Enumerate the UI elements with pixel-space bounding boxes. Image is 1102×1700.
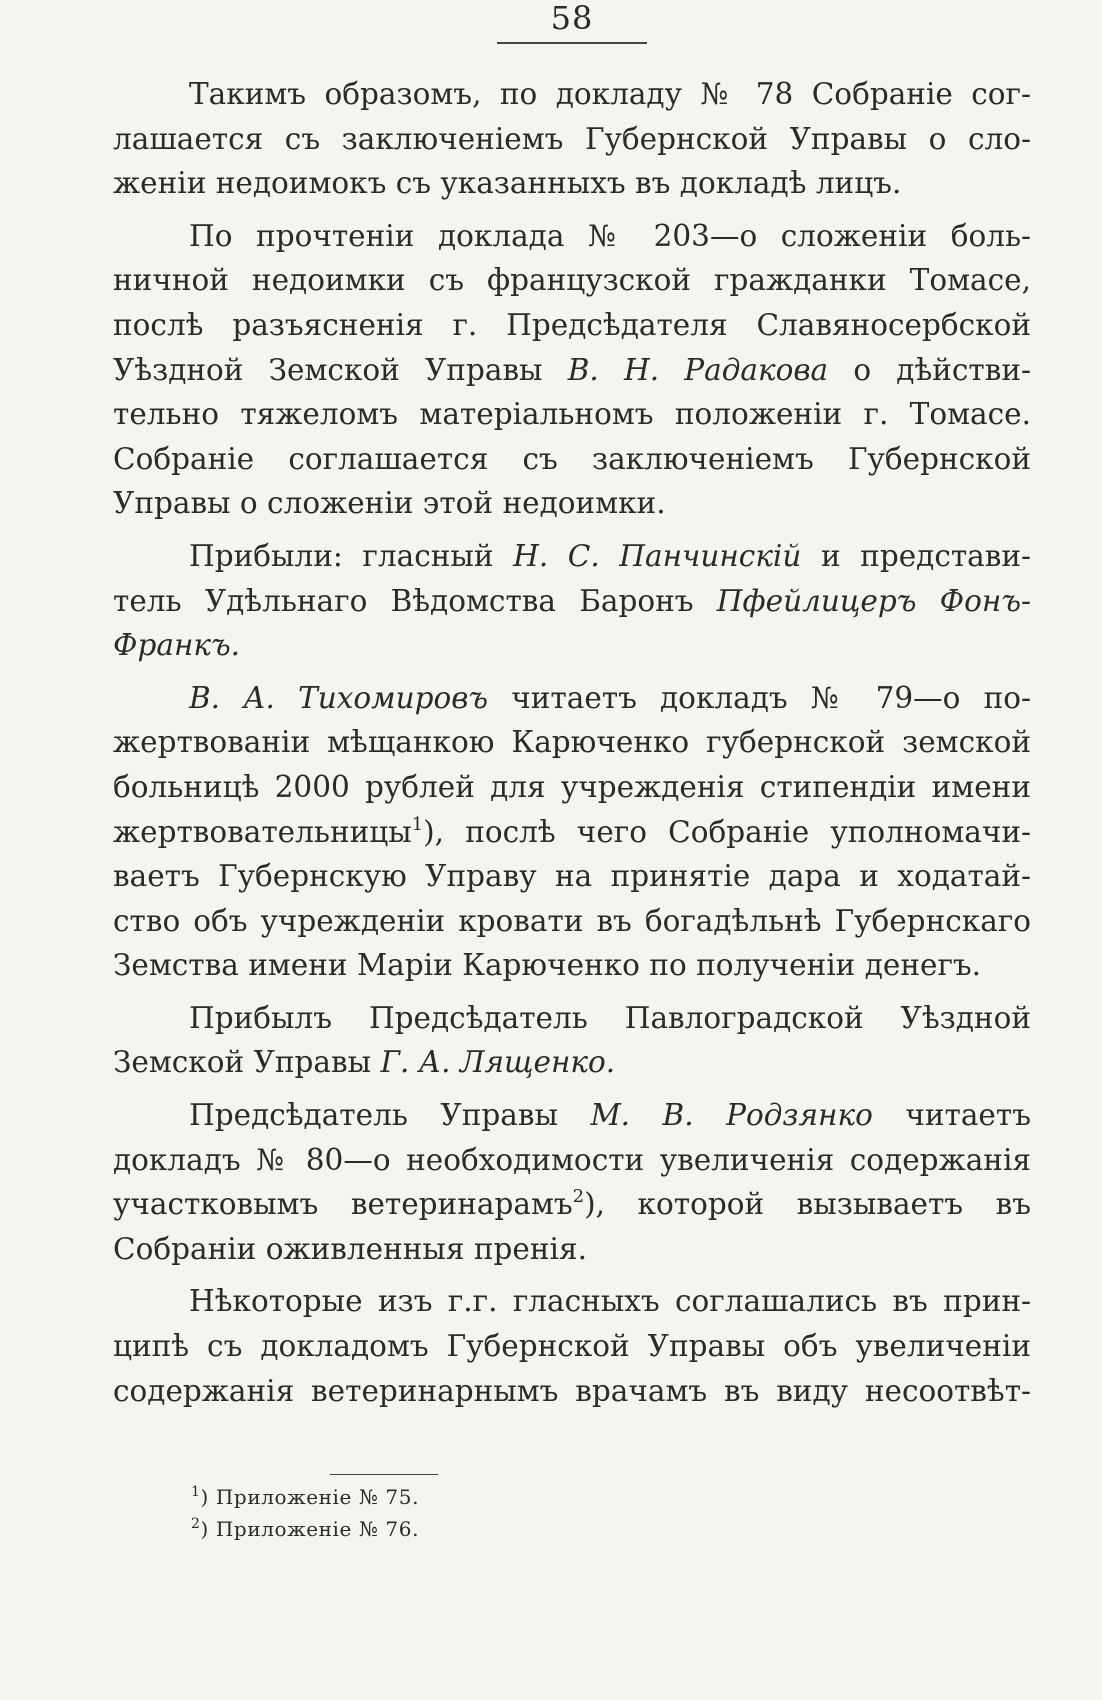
person-name: Н. С. Панчинскій — [513, 538, 802, 573]
text-line: Такимъ образомъ, по докладу № 78 Собраніе сог- — [189, 77, 1031, 111]
text-line: больницѣ 2000 рублей для учрежденія стипендіи имени — [113, 769, 1031, 804]
page-number: 58 — [550, 0, 594, 37]
paragraph-7 — [113, 1279, 1031, 1413]
text-fragment: Уѣздной Земской Управы — [113, 352, 543, 387]
footnotes — [191, 1481, 419, 1545]
text-fragment: участковымъ ветеринарамъ — [113, 1187, 573, 1222]
person-name: В. А. Тихомировъ — [189, 680, 489, 715]
text-line — [113, 623, 1031, 668]
text-line — [113, 348, 1031, 393]
footnote-rule — [330, 1474, 438, 1475]
text-fragment: читаетъ докладъ № 79—о по- — [511, 680, 1031, 715]
text-fragment: Земской Управы — [113, 1045, 372, 1080]
text-fragment: Предсѣдатель Управы — [189, 1098, 558, 1133]
footnote-ref[interactable]: 2 — [572, 1186, 585, 1208]
text-fragment: о дѣйстви- — [853, 352, 1031, 387]
text-fragment: ), послѣ чего Собраніе уполномачи- — [423, 814, 1031, 849]
text-line — [113, 1093, 1031, 1138]
text-line: ваетъ Губернскую Управу на принятіе дара и ходатай- — [113, 859, 1031, 894]
person-name: Франкъ. — [113, 628, 241, 663]
paragraph-2 — [113, 214, 1031, 526]
text-line: ничной недоимки съ французской гражданки Томасе, — [113, 263, 1031, 298]
text-line: По прочтеніи доклада № 203—о сложеніи боль- — [189, 218, 1031, 253]
person-name: М. В. Родзянко — [590, 1098, 873, 1133]
text-line: Прибылъ Предсѣдатель Павлоградской Уѣздной — [189, 1000, 1031, 1035]
text-fragment: и представи- — [820, 538, 1031, 573]
text-line: Собраніе соглашается съ заключеніемъ Губернской — [113, 441, 1031, 476]
text-line: ципѣ съ докладомъ Губернской Управы объ увеличеніи — [113, 1329, 1031, 1364]
text-line: женіи недоимокъ съ указанныхъ въ докладѣ лицъ. — [113, 166, 902, 201]
text-line — [113, 579, 1031, 624]
body-text — [113, 72, 1031, 1421]
text-fragment: читаетъ — [905, 1098, 1031, 1133]
text-line — [113, 676, 1031, 721]
text-line: жертвованіи мѣщанкою Карюченко губернской земской — [113, 725, 1031, 760]
paragraph-4 — [113, 676, 1031, 988]
text-fragment: Прибыли: гласный — [189, 538, 494, 573]
text-line: Земства имени Маріи Карюченко по полученіи денегъ. — [113, 948, 982, 983]
text-line: Нѣкоторые изъ г.г. гласныхъ соглашались въ прин- — [189, 1284, 1031, 1319]
footnote-text: ) Приложеніе № 76. — [200, 1517, 420, 1541]
paragraph-3 — [113, 534, 1031, 668]
text-line: Управы о сложеніи этой недоимки. — [113, 486, 666, 521]
text-line — [113, 1182, 1031, 1227]
footnote-mark: 1 — [191, 1484, 201, 1500]
header-rule — [497, 42, 647, 44]
footnote — [191, 1513, 419, 1545]
text-line: послѣ разъясненія г. Предсѣдателя Славяносербской — [113, 307, 1031, 342]
text-line: ство объ учрежденіи кровати въ богадѣльнѣ Губернскаго — [113, 903, 1031, 938]
text-fragment: тель Удѣльнаго Вѣдомства Баронъ — [113, 583, 694, 618]
text-line — [113, 534, 1031, 579]
text-line — [113, 810, 1031, 855]
person-name: Г. А. Лященко. — [380, 1045, 616, 1080]
text-line: Собраніи оживленныя пренія. — [113, 1231, 587, 1266]
person-name: Пфейлицеръ Фонъ- — [716, 583, 1031, 618]
person-name: В. Н. Радакова — [567, 352, 829, 387]
text-line: докладъ № 80—о необходимости увеличенія содержанія — [113, 1142, 1031, 1177]
text-fragment: ), которой вызываетъ въ — [584, 1187, 1031, 1222]
footnote-mark: 2 — [191, 1516, 201, 1532]
footnote-text: ) Приложеніе № 75. — [200, 1485, 420, 1509]
text-line: тельно тяжеломъ матеріальномъ положеніи г. Томасе. — [113, 397, 1031, 432]
paragraph-6 — [113, 1093, 1031, 1271]
paragraph-1 — [113, 72, 1031, 206]
footnote-ref[interactable]: 1 — [411, 813, 424, 835]
text-line: содержанія ветеринарнымъ врачамъ въ виду несоотвѣт- — [113, 1373, 1031, 1408]
paragraph-5 — [113, 996, 1031, 1085]
text-line: лашается съ заключеніемъ Губернской Управы о сло- — [113, 121, 1031, 156]
text-fragment: жертвовательницы — [113, 814, 412, 849]
text-line — [113, 1040, 1031, 1085]
footnote — [191, 1481, 419, 1513]
